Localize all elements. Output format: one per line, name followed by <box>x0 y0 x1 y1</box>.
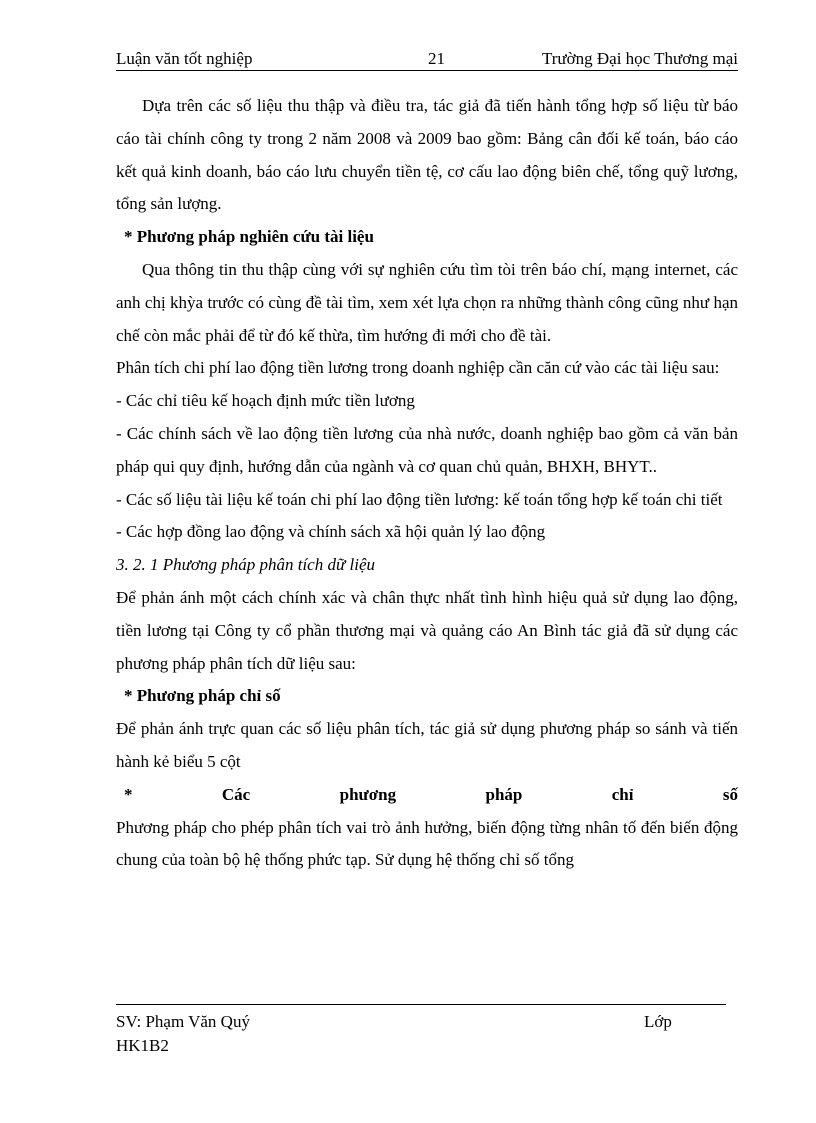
footer-student-name: SV: Phạm Văn Quý <box>116 1012 250 1031</box>
header-thesis-title: Luận văn tốt nghiệp <box>116 49 253 68</box>
list-item: - Các số liệu tài liệu kế toán chi phí lao động tiền lương: kế toán tổng hợp kế toán chi tiết <box>116 489 723 509</box>
page-header <box>116 48 738 71</box>
heading-index-method: * Phương pháp chỉ số <box>124 686 281 706</box>
document-body <box>116 90 738 877</box>
page-number: 21 <box>428 49 445 68</box>
footer-class-label: Lớp <box>644 1012 672 1031</box>
heading-index-methods: * Các phương pháp chỉ số <box>124 784 738 804</box>
list-item: - Các chỉ tiêu kế hoạch định mức tiền lương <box>116 391 415 411</box>
list-item: - Các chính sách về lao động tiền lương của nhà nước, doanh nghiệp bao gồm cả văn bản pháp qui quy định, hướng dẫn của ngành và cơ quan chủ quản, BHXH, BHYT.. <box>116 423 738 476</box>
paragraph-analysis-basis: Phân tích chi phí lao động tiền lương trong doanh nghiệp cần căn cứ vào các tài liệu sau: <box>116 358 720 378</box>
paragraph-data-sources: Dựa trên các số liệu thu thập và điều tra, tác giả đã tiến hành tổng hợp số liệu từ báo cáo tài chính công ty trong 2 năm 2008 và 2009 bao gồm: Bảng cân đối kế toán, báo cáo kết quả kinh doanh, báo cáo lưu chuyển tiền tệ, cơ cấu lao động biên chế, tổng quỹ lương, tổng sản lượng. <box>116 96 738 214</box>
list-item: - Các hợp đồng lao động và chính sách xã hội quản lý lao động <box>116 522 546 542</box>
section-heading-data-analysis: 3. 2. 1 Phương pháp phân tích dữ liệu <box>116 555 375 575</box>
footer-class-code: HK1B2 <box>116 1036 169 1055</box>
paragraph-comparison: Để phản ánh trực quan các số liệu phân tích, tác giả sử dụng phương pháp so sánh và tiến hành kẻ biểu 5 cột <box>116 719 738 771</box>
footer-divider <box>116 1004 726 1005</box>
paragraph-literature: Qua thông tin thu thập cùng với sự nghiên cứu tìm tòi trên báo chí, mạng internet, các anh chị khỳa trước có cùng đề tài tìm, xem xét lựa chọn ra những thành công cũng như hạn chế còn mắc phải để từ đó kế thừa, tìm hướng đi mới cho đề tài. <box>116 259 738 345</box>
header-university: Trường Đại học Thương mại <box>541 49 738 68</box>
paragraph-analysis-methods: Để phản ánh một cách chính xác và chân thực nhất tình hình hiệu quả sử dụng lao động, tiền lương tại Công ty cổ phần thương mại và quảng cáo An Bình tác giả đã sử dụng các phương pháp phân tích dữ liệu sau: <box>116 587 738 673</box>
heading-document-research: * Phương pháp nghiên cứu tài liệu <box>124 227 374 247</box>
paragraph-index-system: Phương pháp cho phép phân tích vai trò ảnh hưởng, biến động từng nhân tố đến biến động chung của toàn bộ hệ thống phức tạp. Sử dụng hệ thống chỉ số tổng <box>116 817 738 870</box>
